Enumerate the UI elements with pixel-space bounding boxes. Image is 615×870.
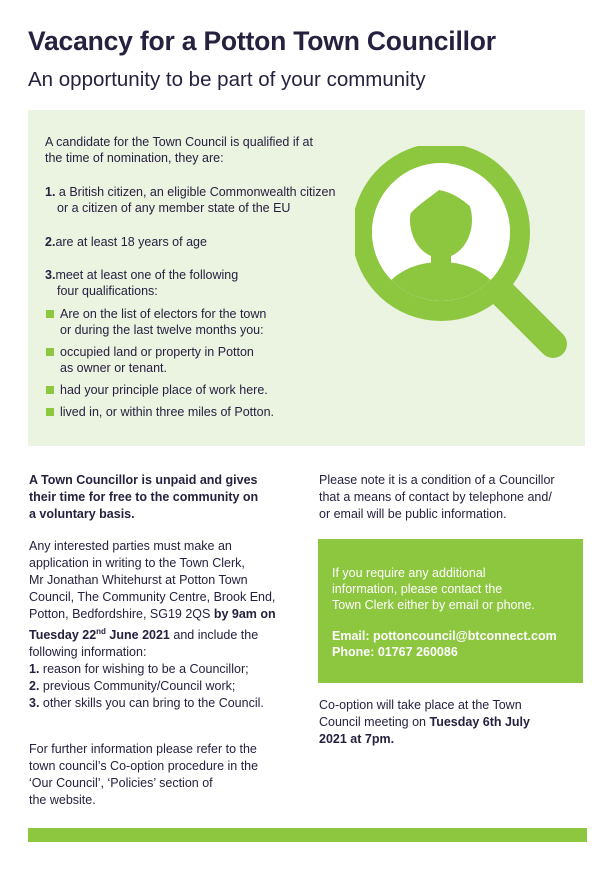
green-square-bullet-icon — [46, 310, 54, 318]
deadline-text: June 2021 — [105, 628, 170, 643]
sub-item-2 — [60, 344, 254, 376]
para-line: For further information please refer to the — [29, 742, 257, 756]
contact-line: If you require any additional — [332, 566, 486, 580]
note-line: or email will be public information. — [319, 507, 507, 521]
list-number: 2. — [29, 679, 40, 694]
intro-line: the time of nomination, they are: — [45, 151, 224, 165]
qualification-item-1 — [45, 184, 335, 216]
councillor-lead — [29, 472, 258, 523]
qualification-item-2 — [45, 234, 207, 250]
magnifier-with-person-icon — [355, 146, 580, 371]
sub-item-text: or during the last twelve months you: — [60, 323, 264, 337]
green-square-bullet-icon — [46, 408, 54, 416]
cooption-date: Tuesday 6th July — [429, 715, 530, 729]
deadline-text: by 9am on — [213, 607, 276, 621]
para-line: the website. — [29, 793, 96, 807]
para-text: Potton, Bedfordshire, SG19 2QS — [29, 607, 214, 621]
lead-line: A Town Councillor is unpaid and gives — [29, 473, 258, 487]
sub-item-1 — [60, 306, 266, 338]
sub-item-4: lived in, or within three miles of Potton. — [60, 405, 274, 419]
cooption-line — [319, 714, 530, 731]
para-line — [29, 606, 276, 623]
qualification-item-3 — [45, 267, 238, 299]
contact-phone[interactable]: Phone: 01767 260086 — [332, 645, 458, 659]
cooption-notice — [319, 697, 530, 748]
deadline-text: Tuesday 22 — [29, 628, 97, 643]
contact-line: Town Clerk either by email or phone. — [332, 598, 535, 612]
list-text: previous Community/Council work; — [39, 679, 236, 694]
info-list-item — [29, 695, 276, 712]
item-text: or a citizen of any member state of the EU — [57, 201, 291, 215]
contact-box-text — [332, 565, 535, 613]
info-list-item — [29, 661, 276, 678]
item-text: a British citizen, an eligible Commonwealth citizen — [58, 185, 336, 199]
intro-line: A candidate for the Town Council is qualified if at — [45, 135, 313, 149]
para-line: Mr Jonathan Whitehurst at Potton Town — [29, 573, 248, 587]
green-square-bullet-icon — [46, 386, 54, 394]
para-line: Any interested parties must make an — [29, 539, 232, 553]
list-text: other skills you can bring to the Council. — [39, 696, 264, 711]
application-paragraph — [29, 538, 276, 712]
contact-note — [319, 472, 555, 523]
info-list-item — [29, 678, 276, 695]
sub-item-text: as owner or tenant. — [60, 361, 168, 375]
para-line: ‘Our Council’, ‘Policies’ section of — [29, 776, 213, 790]
item-number: 3. — [45, 268, 56, 282]
para-line: town council’s Co-option procedure in the — [29, 759, 259, 773]
para-line: Council, The Community Centre, Brook End, — [29, 590, 276, 604]
qualification-intro — [45, 134, 313, 166]
further-info-paragraph — [29, 741, 258, 809]
footer-bar — [28, 828, 587, 842]
page-subtitle: An opportunity to be part of your community — [28, 68, 426, 91]
contact-email[interactable]: Email: pottoncouncil@btconnect.com — [332, 629, 557, 643]
note-line: Please note it is a condition of a Councillor — [319, 473, 555, 487]
lead-line: a voluntary basis. — [29, 507, 135, 521]
item-text: meet at least one of the following — [55, 268, 239, 282]
cooption-text: Council meeting on — [319, 715, 430, 729]
item-text: are at least 18 years of age — [55, 235, 207, 249]
contact-box — [318, 539, 583, 683]
sub-item-text: occupied land or property in Potton — [60, 345, 254, 359]
sub-item-text: Are on the list of electors for the town — [60, 307, 267, 321]
item-text: four qualifications: — [57, 284, 158, 298]
item-number: 2. — [45, 235, 56, 249]
para-line: application in writing to the Town Clerk, — [29, 556, 245, 570]
list-number: 1. — [29, 662, 40, 677]
sub-item-3: had your principle place of work here. — [60, 383, 268, 397]
cooption-line: Co-option will take place at the Town — [319, 698, 522, 712]
list-text: reason for wishing to be a Councillor; — [39, 662, 249, 677]
para-line — [29, 623, 276, 644]
list-number: 3. — [29, 696, 40, 711]
contact-line: information, please contact the — [332, 582, 503, 596]
para-line: following information: — [29, 645, 147, 660]
note-line: that a means of contact by telephone and/ — [319, 490, 552, 504]
para-text: and include the — [169, 628, 259, 643]
lead-line: their time for free to the community on — [29, 490, 259, 504]
green-square-bullet-icon — [46, 348, 54, 356]
page-title: Vacancy for a Potton Town Councillor — [28, 26, 496, 56]
cooption-date: 2021 at 7pm. — [319, 732, 395, 746]
item-number: 1. — [45, 185, 56, 199]
deadline-sup: nd — [96, 627, 106, 636]
